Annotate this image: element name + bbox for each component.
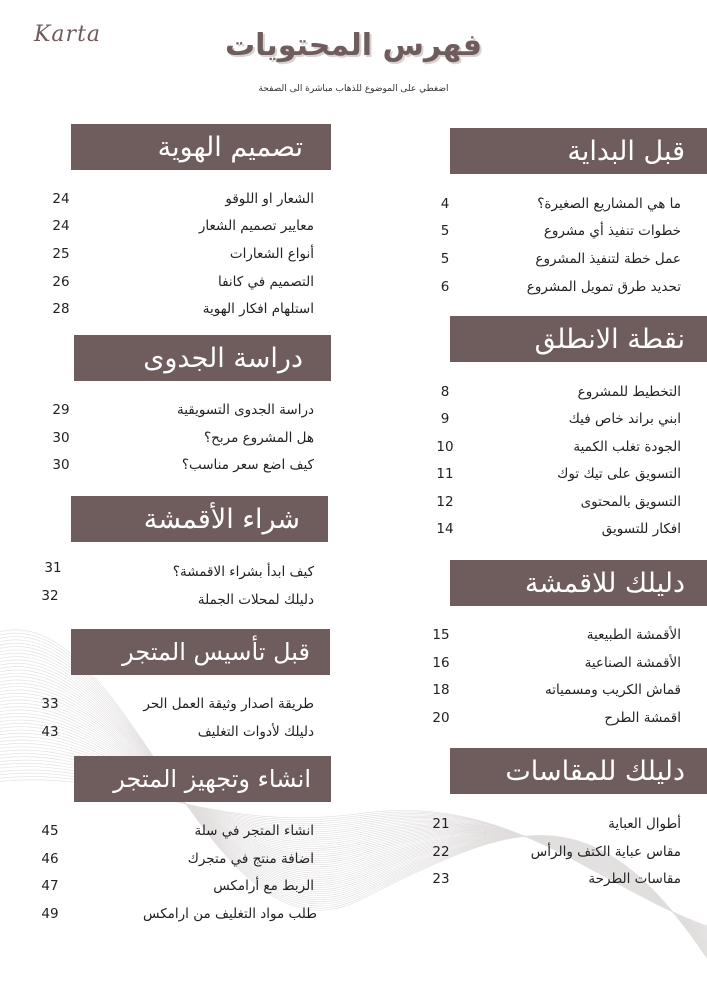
page-number: 9 [440, 411, 450, 427]
page-number: 31 [44, 560, 62, 576]
section-title: نقطة الانطلق [534, 323, 685, 355]
page-number: 24 [52, 218, 70, 234]
toc-item[interactable]: طلب مواد التغليف من ارامكس [143, 906, 317, 922]
page-number: 24 [52, 191, 70, 207]
section-header-buying-fabrics[interactable] [71, 496, 328, 542]
toc-item[interactable]: اقمشة الطرح [604, 710, 681, 726]
page-number: 33 [41, 696, 59, 712]
page-number: 43 [41, 724, 59, 740]
page-number: 28 [52, 301, 70, 317]
toc-item[interactable]: الربط مع أرامكس [213, 878, 314, 894]
toc-item[interactable]: معايير تصميم الشعار [198, 218, 314, 234]
toc-item[interactable]: خطوات تنفيذ أي مشروع [543, 223, 681, 239]
toc-item[interactable]: دليلك لأدوات التغليف [197, 724, 314, 740]
page-number: 22 [432, 844, 450, 860]
page-number: 5 [440, 223, 450, 239]
page-number: 14 [436, 521, 454, 537]
page-number: 45 [41, 823, 59, 839]
toc-item[interactable]: طريقة اصدار وثيقة العمل الحر [143, 696, 314, 712]
toc-item[interactable]: هل المشروع مربح؟ [204, 430, 314, 446]
page-number: 4 [440, 196, 450, 212]
toc-item[interactable]: افكار للتسويق [601, 521, 681, 537]
toc-item[interactable]: ابني براند خاص فيك [568, 411, 681, 427]
page-number: 29 [52, 402, 70, 418]
toc-item[interactable]: الشعار او اللوقو [225, 191, 314, 207]
toc-item[interactable]: عمل خطة لتنفيذ المشروع [535, 251, 681, 267]
page-number: 16 [432, 655, 450, 671]
section-header-fabric-guide[interactable] [450, 560, 707, 606]
toc-item[interactable]: استلهام افكار الهوية [202, 301, 314, 317]
page-number: 12 [436, 494, 454, 510]
section-title: دراسة الجدوى [143, 342, 303, 374]
brand-logo: Karta [34, 22, 102, 47]
toc-item[interactable]: دراسة الجدوى التسويقية [176, 402, 314, 418]
page-number: 21 [432, 816, 450, 832]
toc-item[interactable]: تحديد طرق تمويل المشروع [526, 279, 681, 295]
page-number: 5 [440, 251, 450, 267]
page-number: 46 [41, 851, 59, 867]
page-number: 32 [41, 588, 59, 604]
page-number: 10 [436, 439, 454, 455]
section-title: دليلك للمقاسات [505, 755, 685, 787]
page-number: 11 [436, 466, 454, 482]
section-title: قبل البداية [567, 135, 685, 167]
page-number: 18 [432, 682, 450, 698]
toc-item[interactable]: التسويق على تيك توك [557, 466, 681, 482]
section-header-feasibility-study[interactable] [74, 335, 331, 381]
toc-item[interactable]: انشاء المتجر في سلة [194, 823, 314, 839]
section-title: تصميم الهوية [157, 131, 303, 163]
page-number: 25 [52, 246, 70, 262]
page-number: 6 [440, 279, 450, 295]
page-subtitle: اضغطي على الموضوع للذهاب مباشرة الى الصفحة [258, 84, 449, 94]
toc-item[interactable]: الأقمشة الصناعية [584, 655, 681, 671]
section-title: انشاء وتجهيز المتجر [113, 765, 311, 793]
toc-item[interactable]: كيف ابدأ بشراء الاقمشة؟ [172, 564, 314, 580]
toc-item[interactable]: قماش الكريب ومسمياته [545, 682, 681, 698]
toc-item[interactable]: ما هي المشاريع الصغيرة؟ [537, 196, 681, 212]
page-number: 30 [52, 430, 70, 446]
section-header-before-store[interactable] [71, 629, 330, 675]
section-header-create-store[interactable] [74, 756, 331, 802]
toc-item[interactable]: التخطيط للمشروع [577, 384, 681, 400]
toc-item[interactable]: أنواع الشعارات [229, 246, 314, 262]
page-number: 30 [52, 457, 70, 473]
page-number: 26 [52, 274, 70, 290]
toc-item[interactable]: اضافة منتج في متجرك [187, 851, 314, 867]
toc-item[interactable]: الجودة تغلب الكمية [573, 439, 681, 455]
page-title: فهرس المحتويات [225, 28, 482, 63]
page-number: 15 [432, 627, 450, 643]
section-title: شراء الأقمشة [143, 503, 300, 535]
section-header-starting-point[interactable] [450, 316, 707, 362]
section-header-before-start[interactable] [450, 128, 707, 174]
page-number: 23 [432, 871, 450, 887]
section-header-identity-design[interactable] [71, 124, 331, 170]
toc-item[interactable]: التسويق بالمحتوى [580, 494, 681, 510]
page-number: 47 [41, 878, 59, 894]
toc-item[interactable]: دليلك لمحلات الجملة [197, 592, 314, 608]
toc-item[interactable]: الأقمشة الطبيعية [586, 627, 681, 643]
page-number: 49 [41, 906, 59, 922]
section-title: دليلك للاقمشة [524, 567, 685, 599]
page-number: 8 [440, 384, 450, 400]
page-number: 20 [432, 710, 450, 726]
toc-item[interactable]: أطوال العباية [608, 816, 681, 832]
toc-item[interactable]: مقاس عباية الكتف والرأس [530, 844, 681, 860]
section-header-size-guide[interactable] [450, 748, 707, 794]
toc-item[interactable]: التصميم في كانفا [217, 274, 314, 290]
toc-item[interactable]: كيف اضع سعر مناسب؟ [181, 457, 314, 473]
toc-item[interactable]: مقاسات الطرحة [588, 871, 681, 887]
section-title: قبل تأسيس المتجر [122, 638, 310, 666]
